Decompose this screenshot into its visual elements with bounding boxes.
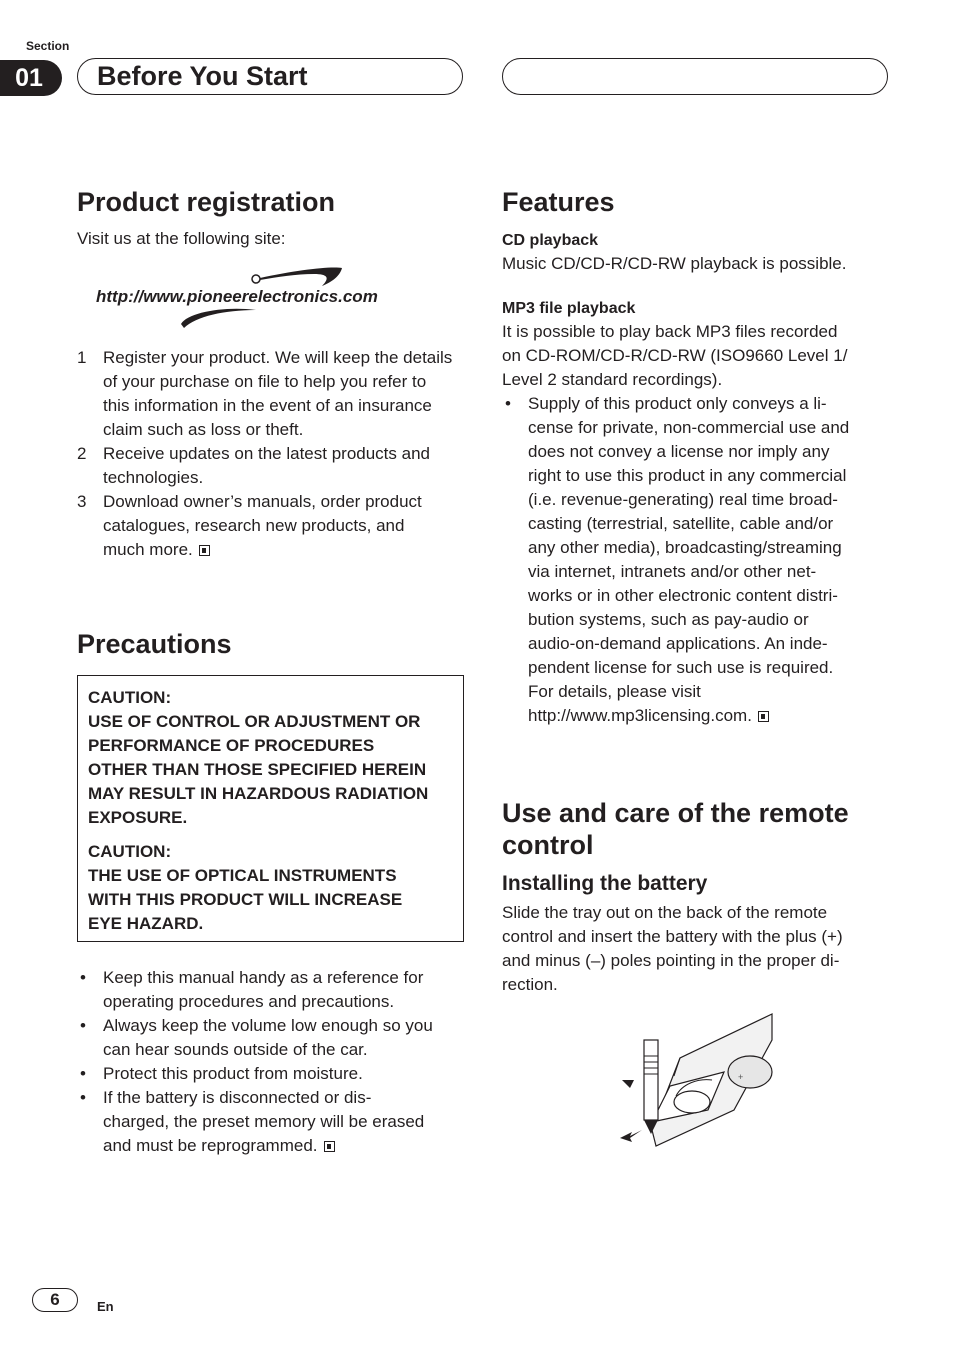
precautions-heading: Precautions (77, 629, 232, 659)
list-item: • Supply of this product only conveys a li- cense for private, non-commercial use and does not convey a license nor imply any right to use this product in any commercial (i.e. revenue-generating) real time broad- casting (terrestrial, satellite, cable and/or any other media), broadcasting/streaming via internet, intranets and/or other net- works or in other electronic content distri- bution systems, such as pay-audio or audio-on-demand applications. An inde- pendent license for such use is required. For details, please visit http://www.mp3licensing.com. (502, 392, 894, 728)
section-end-icon (758, 711, 769, 722)
list-item: 1 Register your product. We will keep the details of your purchase on file to help you refer to this information in the event of an insurance claim such as loss or theft. (77, 348, 453, 439)
mp3-license-list (502, 392, 894, 728)
section-title-frame-empty (502, 58, 888, 95)
cd-playback-heading: CD playback (502, 232, 599, 249)
product-registration-section (77, 186, 465, 251)
pioneer-url-logo (96, 262, 456, 334)
registration-url-link[interactable]: http://www.pioneerelectronics.com (96, 287, 378, 306)
cd-playback-text: Music CD/CD-R/CD-RW playback is possible. (502, 254, 847, 273)
section-end-icon (324, 1141, 335, 1152)
mp3-licensing-link[interactable]: http://www.mp3licensing.com. (528, 706, 752, 725)
precautions-list (77, 966, 465, 1158)
page-number: 6 (32, 1288, 78, 1312)
list-item: • Always keep the volume low enough so you can hear sounds outside of the car. (77, 1014, 465, 1062)
product-registration-heading: Product registration (77, 187, 336, 217)
features-section (502, 186, 894, 728)
language-code: En (97, 1299, 114, 1314)
section-label: Section (26, 39, 70, 53)
list-item: • Keep this manual handy as a reference for operating procedures and precautions. (77, 966, 465, 1014)
registration-benefits-list (77, 346, 465, 562)
list-item: 2 Receive updates on the latest products and technologies. (77, 444, 430, 487)
caution-box: CAUTION: USE OF CONTROL OR ADJUSTMENT OR PERFORMANCE OF PROCEDURES OTHER THAN THOSE SPECIFIED HEREIN MAY RESULT IN HAZARDOUS RADIATION EXPOSURE. CAUTION: THE USE OF OPTICAL INSTRUMENTS WITH THIS PRODUCT WILL INCREASE EYE HAZARD. (77, 675, 464, 942)
precautions-section (77, 628, 465, 660)
mp3-playback-text: It is possible to play back MP3 files recorded on CD-ROM/CD-R/CD-RW (ISO9660 Level 1/ Level 2 standard recordings). (502, 322, 848, 389)
mp3-playback-heading: MP3 file playback (502, 300, 636, 317)
svg-text:+: + (738, 1072, 744, 1082)
remote-section (502, 797, 894, 997)
installing-battery-text: Slide the tray out on the back of the remote control and insert the battery with the plus (+) and minus (–) poles pointing in the proper di- rection. (502, 903, 843, 994)
battery-installation-illustration (612, 1010, 777, 1152)
registration-intro: Visit us at the following site: (77, 229, 286, 248)
remote-heading: Use and care of the remote control (502, 798, 849, 860)
section-number: 01 (0, 60, 62, 96)
list-item: • If the battery is disconnected or dis- charged, the preset memory will be erased and must be reprogrammed. (77, 1086, 465, 1158)
list-item: • Protect this product from moisture. (77, 1062, 465, 1086)
section-end-icon (199, 545, 210, 556)
installing-battery-heading: Installing the battery (502, 872, 708, 895)
section-title: Before You Start (97, 61, 308, 91)
features-heading: Features (502, 187, 615, 217)
list-item: 3 Download owner’s manuals, order product catalogues, research new products, and much more. (77, 492, 422, 559)
